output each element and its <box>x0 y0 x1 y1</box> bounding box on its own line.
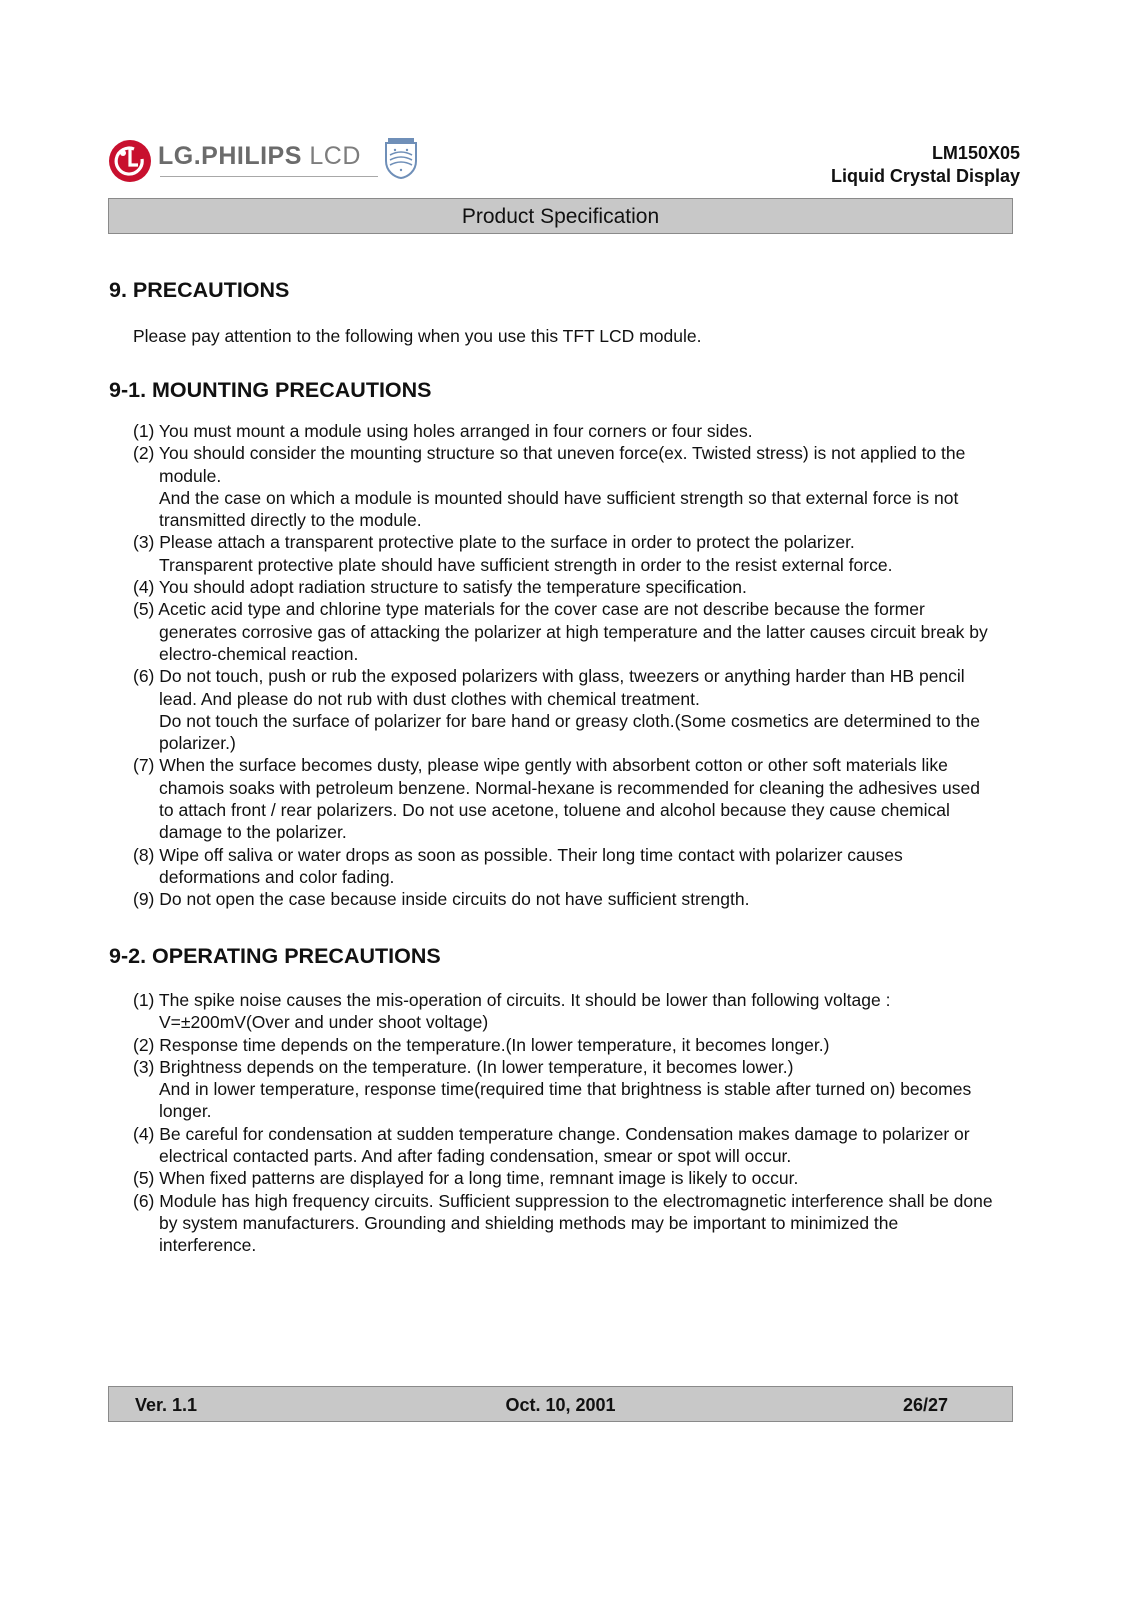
mounting-list <box>133 420 993 911</box>
list-item-text: (4) Be careful for condensation at sudden temperature change. Condensation makes damage to polarizer or electrical contacted parts. And after fading condensation, smear or spot will occur. <box>133 1123 970 1167</box>
operating-item <box>133 1056 993 1123</box>
operating-item <box>133 1123 993 1168</box>
mounting-item <box>133 888 993 910</box>
list-item-text: (6) Module has high frequency circuits. Sufficient suppression to the electromagnetic interference shall be done by system manufacturers. Grounding and shielding methods may be important to minimized the interference. <box>133 1190 993 1256</box>
operating-item <box>133 1190 993 1257</box>
list-item-text: (1) The spike noise causes the mis-operation of circuits. It should be lower than following voltage : <box>133 990 891 1010</box>
mounting-item <box>133 754 993 843</box>
model-number: LM150X05 <box>931 143 1020 163</box>
operating-list <box>133 989 993 1257</box>
list-item-text: (4) You should adopt radiation structure to satisfy the temperature specification. <box>133 577 747 598</box>
mounting-item <box>133 576 993 598</box>
list-item-continuation: And the case on which a module is mounted should have sufficient strength so that external force is not transmitted directly to the module. <box>159 487 959 531</box>
list-item-text: (5) Acetic acid type and chlorine type materials for the cover case are not describe because the former generates corrosive gas of attacking the polarizer at high temperature and the latter causes circuit break by electro-chemical reaction. <box>133 599 988 664</box>
list-item-text: (2) You should consider the mounting structure so that uneven force(ex. Twisted stress) is not applied to the module. <box>133 443 966 486</box>
spec-title-bar: Product Specification <box>108 198 1013 234</box>
operating-item <box>133 989 993 1034</box>
list-item-continuation: V=±200mV(Over and under shoot voltage) <box>159 1012 489 1033</box>
list-item-text: (6) Do not touch, push or rub the exposed polarizers with glass, tweezers or anything harder than HB pencil lead. And please do not rub with dust clothes with chemical treatment. <box>133 666 965 709</box>
page-footer <box>108 1386 1013 1422</box>
mounting-item <box>133 665 993 754</box>
mounting-title: 9-1. MOUNTING PRECAUTIONS <box>109 378 432 402</box>
model-info <box>831 142 1020 188</box>
footer-version: Ver. 1.1 <box>135 1395 198 1415</box>
list-item-text: (3) Brightness depends on the temperature. (In lower temperature, it becomes lower.) <box>133 1056 794 1077</box>
logo-wordmark-bold: LG.PHILIPS <box>158 142 302 170</box>
logo-wordmark <box>158 142 361 171</box>
mounting-item <box>133 442 993 531</box>
section-intro: Please pay attention to the following when you use this TFT LCD module. <box>133 326 702 346</box>
section-title: 9. PRECAUTIONS <box>109 278 290 302</box>
logo-wordmark-light: LCD <box>309 142 361 170</box>
mounting-item <box>133 844 993 889</box>
list-item-continuation: And in lower temperature, response time(required time that brightness is stable after turned on) becomes longer. <box>159 1079 972 1122</box>
product-type: Liquid Crystal Display <box>830 166 1020 186</box>
mounting-item <box>133 598 993 665</box>
operating-item <box>133 1167 993 1189</box>
logo-underline <box>160 176 378 177</box>
company-logo <box>108 136 418 186</box>
list-item-text: (9) Do not open the case because inside circuits do not have sufficient strength. <box>133 889 750 910</box>
list-item-text: (3) Please attach a transparent protective plate to the surface in order to protect the polarizer. <box>133 532 855 553</box>
footer-page-number: 26/27 <box>902 1395 948 1415</box>
operating-item <box>133 1034 993 1056</box>
list-item-continuation: Do not touch the surface of polarizer for bare hand or greasy cloth.(Some cosmetics are determined to the polarizer.) <box>159 710 980 754</box>
philips-shield-icon <box>384 137 418 179</box>
list-item-text: (2) Response time depends on the temperature.(In lower temperature, it becomes longer.) <box>133 1034 830 1055</box>
lg-face-logo-icon <box>108 139 152 183</box>
list-item-text: (7) When the surface becomes dusty, please wipe gently with absorbent cotton or other soft materials like chamois soaks with petroleum benzene. Normal-hexane is recommended for cleaning the adhesives used to attach front / rear polarizers. Do not use acetone, toluene and alcohol because they cause chemical damage to the polarizer. <box>133 755 980 843</box>
list-item-text: (5) When fixed patterns are displayed for a long time, remnant image is likely to occur. <box>133 1168 799 1189</box>
operating-title: 9-2. OPERATING PRECAUTIONS <box>109 944 441 968</box>
mounting-item <box>133 531 993 576</box>
list-item-text: (1) You must mount a module using holes arranged in four corners or four sides. <box>133 421 753 441</box>
list-item-text: (8) Wipe off saliva or water drops as soon as possible. Their long time contact with polarizer causes deformations and color fading. <box>133 844 903 887</box>
mounting-item <box>133 420 993 442</box>
list-item-continuation: Transparent protective plate should have sufficient strength in order to the resist external force. <box>159 554 893 575</box>
footer-date: Oct. 10, 2001 <box>505 1395 616 1415</box>
